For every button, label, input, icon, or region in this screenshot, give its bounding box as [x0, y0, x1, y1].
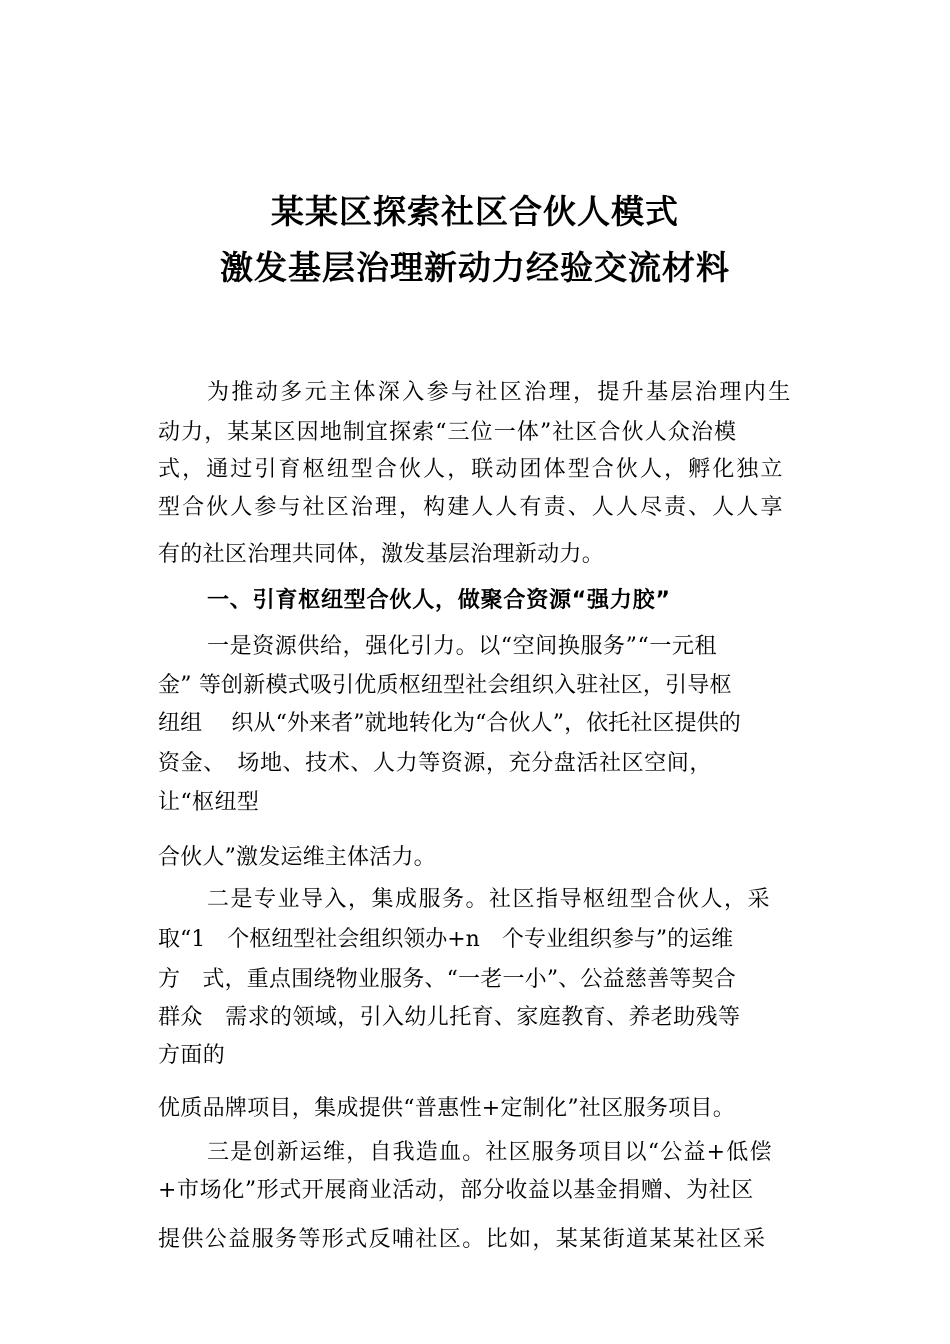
- paragraph-line: 取“1 个枢纽型社会组织领办+n 个专业组织参与”的运维: [158, 927, 734, 952]
- paragraph-line: 二是专业导入，集成服务。社区指导枢纽型合伙人，采: [207, 887, 772, 912]
- paragraph-line: 提供公益服务等形式反哺社区。比如，某某街道某某社区采: [158, 1227, 767, 1252]
- paragraph-line: 群众 需求的领域，引入幼儿托育、家庭教育、养老助残等: [158, 1005, 741, 1030]
- intro-line: 动力，某某区因地制宜探索“三位一体”社区合伙人众治模: [158, 420, 738, 445]
- paragraph-line: 方面的: [158, 1043, 226, 1068]
- intro-line: 有的社区治理共同体，激发基层治理新动力。: [158, 542, 605, 567]
- paragraph-line: 方 式，重点围绕物业服务、“一老一小”、公益慈善等契合: [158, 967, 736, 992]
- paragraph-line: 三是创新运维，自我造血。社区服务项目以“公益+低偿: [207, 1140, 773, 1165]
- document-title-line-1: 某某区探索社区合伙人模式: [271, 192, 679, 231]
- intro-line: 型合伙人参与社区治理，构建人人有责、人人尽责、人人享: [158, 495, 785, 520]
- intro-line: 为推动多元主体深入参与社区治理，提升基层治理内生: [207, 380, 793, 405]
- paragraph-line: 纽组 织从“外来者”就地转化为“合伙人”，依托社区提供的: [158, 711, 741, 736]
- document-title-line-2: 激发基层治理新动力经验交流材料: [220, 248, 730, 287]
- intro-line: 式，通过引育枢纽型合伙人，联动团体型合伙人，孵化独立: [158, 457, 785, 482]
- paragraph-line: 资金、 场地、技术、人力等资源，充分盘活社区空间，: [158, 751, 713, 776]
- section-heading: 一、引育枢纽型合伙人，做聚合资源“强力胶”: [207, 588, 671, 613]
- paragraph-line: +市场化”形式开展商业活动，部分收益以基金捐赠、为社区: [158, 1178, 754, 1203]
- paragraph-line: 金” 等创新模式吸引优质枢纽型社会组织入驻社区，引导枢: [158, 673, 732, 698]
- paragraph-line: 让“枢纽型: [158, 790, 260, 815]
- paragraph-line: 合伙人”激发运维主体活力。: [158, 845, 436, 870]
- paragraph-line: 优质品牌项目，集成提供“普惠性+定制化”社区服务项目。: [158, 1096, 736, 1121]
- paragraph-line: 一是资源供给，强化引力。以“空间换服务”“一元租: [207, 634, 718, 659]
